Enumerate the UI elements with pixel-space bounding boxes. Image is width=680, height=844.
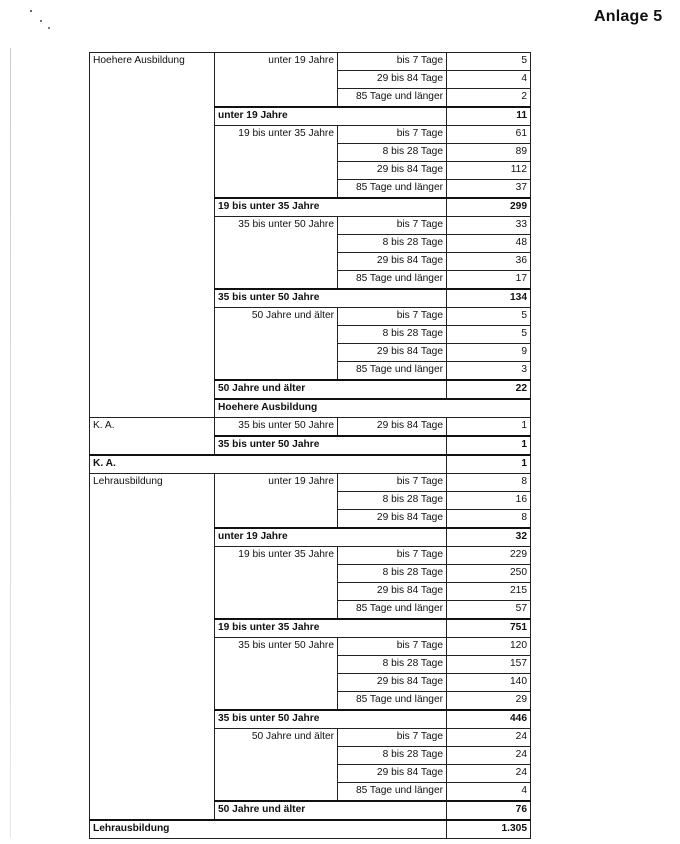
age-group-cell: unter 19 Jahre xyxy=(215,53,338,108)
duration-cell: 8 bis 28 Tage xyxy=(338,492,447,510)
count-cell: 229 xyxy=(447,547,531,565)
duration-cell: bis 7 Tage xyxy=(338,308,447,326)
duration-cell: 29 bis 84 Tage xyxy=(338,765,447,783)
table-row xyxy=(90,418,531,437)
duration-cell: 29 bis 84 Tage xyxy=(338,71,447,89)
count-cell: 215 xyxy=(447,583,531,601)
duration-cell: 8 bis 28 Tage xyxy=(338,565,447,583)
duration-cell: bis 7 Tage xyxy=(338,638,447,656)
subtotal-label: 50 Jahre und älter xyxy=(215,380,447,399)
subtotal-label: unter 19 Jahre xyxy=(215,107,447,126)
age-group-cell: unter 19 Jahre xyxy=(215,474,338,529)
count-cell: 37 xyxy=(447,180,531,199)
duration-cell: 85 Tage und länger xyxy=(338,783,447,802)
count-cell: 1 xyxy=(447,418,531,437)
duration-cell: bis 7 Tage xyxy=(338,729,447,747)
count-cell: 112 xyxy=(447,162,531,180)
table-row xyxy=(90,820,531,839)
count-cell: 57 xyxy=(447,601,531,620)
duration-cell: 29 bis 84 Tage xyxy=(338,344,447,362)
count-cell: 5 xyxy=(447,326,531,344)
age-group-cell: 19 bis unter 35 Jahre xyxy=(215,126,338,199)
subtotal-value: 1 xyxy=(447,436,531,455)
count-cell: 5 xyxy=(447,308,531,326)
count-cell: 250 xyxy=(447,565,531,583)
table-row xyxy=(90,474,531,492)
subtotal-label: 50 Jahre und älter xyxy=(215,801,447,820)
scan-speck xyxy=(30,10,32,12)
table-row xyxy=(90,53,531,71)
page-label: Anlage 5 xyxy=(594,8,663,25)
subtotal-label: 35 bis unter 50 Jahre xyxy=(215,289,447,308)
total-label: Hoehere Ausbildung xyxy=(215,399,531,418)
count-cell: 29 xyxy=(447,692,531,711)
count-cell: 24 xyxy=(447,765,531,783)
subtotal-value: 11 xyxy=(447,107,531,126)
count-cell: 24 xyxy=(447,729,531,747)
count-cell: 2 xyxy=(447,89,531,108)
count-cell: 8 xyxy=(447,510,531,529)
age-group-cell: 35 bis unter 50 Jahre xyxy=(215,638,338,711)
subtotal-value: 446 xyxy=(447,710,531,729)
total-value: 1.305 xyxy=(447,820,531,839)
duration-cell: 29 bis 84 Tage xyxy=(338,162,447,180)
subtotal-value: 751 xyxy=(447,619,531,638)
count-cell: 5 xyxy=(447,53,531,71)
age-group-cell: 50 Jahre und älter xyxy=(215,308,338,381)
duration-cell: bis 7 Tage xyxy=(338,126,447,144)
subtotal-value: 299 xyxy=(447,198,531,217)
subtotal-label: unter 19 Jahre xyxy=(215,528,447,547)
age-group-cell: 19 bis unter 35 Jahre xyxy=(215,547,338,620)
scan-edge-mark xyxy=(10,48,11,838)
age-group-cell: 50 Jahre und älter xyxy=(215,729,338,802)
subtotal-value: 76 xyxy=(447,801,531,820)
table-body xyxy=(90,53,531,839)
duration-cell: 29 bis 84 Tage xyxy=(338,674,447,692)
education-level-cell: K. A. xyxy=(90,418,215,456)
duration-cell: 85 Tage und länger xyxy=(338,271,447,290)
subtotal-value: 22 xyxy=(447,380,531,399)
duration-cell: 29 bis 84 Tage xyxy=(338,510,447,529)
duration-cell: 29 bis 84 Tage xyxy=(338,253,447,271)
subtotal-value: 32 xyxy=(447,528,531,547)
count-cell: 8 xyxy=(447,474,531,492)
count-cell: 3 xyxy=(447,362,531,381)
total-label: K. A. xyxy=(90,455,447,474)
count-cell: 120 xyxy=(447,638,531,656)
duration-cell: bis 7 Tage xyxy=(338,547,447,565)
duration-cell: 8 bis 28 Tage xyxy=(338,747,447,765)
age-group-cell: 35 bis unter 50 Jahre xyxy=(215,418,338,437)
count-cell: 17 xyxy=(447,271,531,290)
scan-speck xyxy=(40,20,42,22)
age-group-cell: 35 bis unter 50 Jahre xyxy=(215,217,338,290)
duration-cell: bis 7 Tage xyxy=(338,53,447,71)
count-cell: 9 xyxy=(447,344,531,362)
count-cell: 4 xyxy=(447,71,531,89)
count-cell: 36 xyxy=(447,253,531,271)
duration-cell: bis 7 Tage xyxy=(338,217,447,235)
total-value: 1 xyxy=(447,455,531,474)
total-label: Lehrausbildung xyxy=(90,820,447,839)
count-cell: 4 xyxy=(447,783,531,802)
subtotal-label: 35 bis unter 50 Jahre xyxy=(215,436,447,455)
table-row xyxy=(90,455,531,474)
subtotal-value: 134 xyxy=(447,289,531,308)
count-cell: 33 xyxy=(447,217,531,235)
scan-speck xyxy=(48,27,50,29)
subtotal-label: 35 bis unter 50 Jahre xyxy=(215,710,447,729)
duration-cell: 29 bis 84 Tage xyxy=(338,583,447,601)
duration-cell: 8 bis 28 Tage xyxy=(338,656,447,674)
duration-cell: 29 bis 84 Tage xyxy=(338,418,447,437)
count-cell: 24 xyxy=(447,747,531,765)
count-cell: 157 xyxy=(447,656,531,674)
statistics-table xyxy=(89,52,531,839)
count-cell: 140 xyxy=(447,674,531,692)
duration-cell: 8 bis 28 Tage xyxy=(338,144,447,162)
duration-cell: 85 Tage und länger xyxy=(338,601,447,620)
duration-cell: 8 bis 28 Tage xyxy=(338,235,447,253)
education-level-cell: Hoehere Ausbildung xyxy=(90,53,215,418)
duration-cell: 85 Tage und länger xyxy=(338,180,447,199)
duration-cell: 85 Tage und länger xyxy=(338,89,447,108)
duration-cell: bis 7 Tage xyxy=(338,474,447,492)
count-cell: 48 xyxy=(447,235,531,253)
count-cell: 89 xyxy=(447,144,531,162)
count-cell: 16 xyxy=(447,492,531,510)
education-level-cell: Lehrausbildung xyxy=(90,474,215,821)
subtotal-label: 19 bis unter 35 Jahre xyxy=(215,619,447,638)
duration-cell: 85 Tage und länger xyxy=(338,362,447,381)
count-cell: 61 xyxy=(447,126,531,144)
duration-cell: 85 Tage und länger xyxy=(338,692,447,711)
subtotal-label: 19 bis unter 35 Jahre xyxy=(215,198,447,217)
duration-cell: 8 bis 28 Tage xyxy=(338,326,447,344)
